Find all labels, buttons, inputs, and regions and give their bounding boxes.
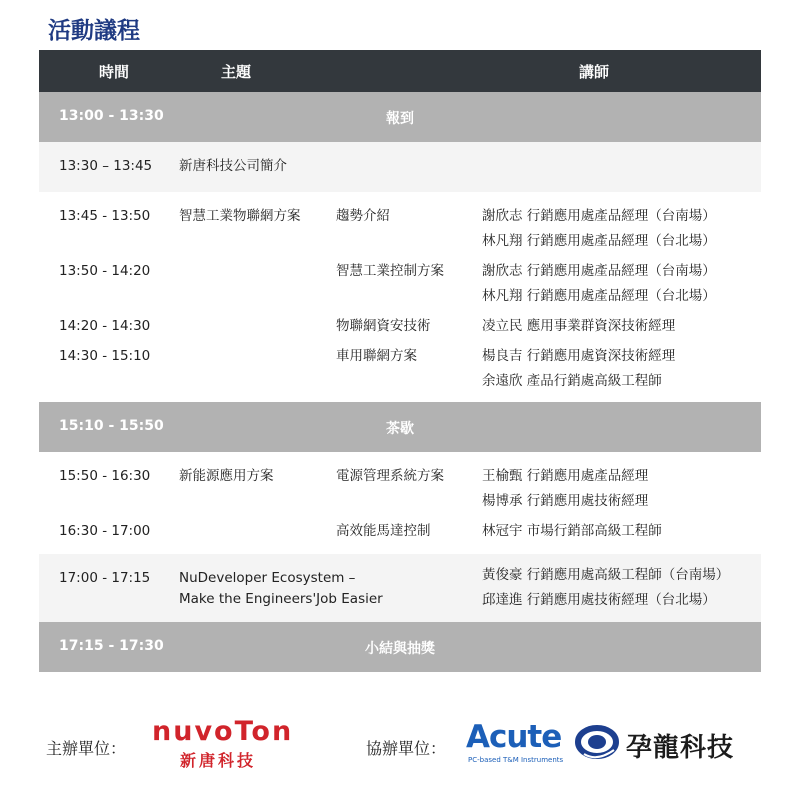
agenda-table xyxy=(39,50,761,672)
row-time: 14:20 - 14:30 xyxy=(59,318,151,334)
row-topic: Make the Engineers'Job Easier xyxy=(179,591,383,607)
nuvoton-chinese-name: 新唐科技 xyxy=(180,751,257,770)
row-time: 16:30 - 17:00 xyxy=(59,523,151,539)
co-organizer-label: 協辦單位： xyxy=(366,739,447,758)
row-time: 17:00 - 17:15 xyxy=(59,570,151,586)
row-topic: 新唐科技公司簡介 xyxy=(179,158,287,174)
row-speaker: 余遠欣 產品行銷處高級工程師 xyxy=(482,373,662,389)
row-subtopic: 高效能馬達控制 xyxy=(336,523,431,539)
row-speaker: 林凡翔 行銷應用處產品經理（台北場） xyxy=(482,288,716,304)
row-subtopic: 趨勢介紹 xyxy=(336,208,390,224)
header-time: 時間 xyxy=(99,63,130,81)
band-registration xyxy=(39,92,761,142)
row-speaker: 黃俊豪 行銷應用處高級工程師（台南場） xyxy=(482,567,730,583)
header-speaker: 講師 xyxy=(579,63,610,81)
row-time: 14:30 - 15:10 xyxy=(59,348,151,364)
row-time: 13:50 - 14:20 xyxy=(59,263,151,279)
yunlong-wordmark: 孕龍科技 xyxy=(626,733,735,763)
table-header xyxy=(39,50,761,92)
sponsor-footer xyxy=(0,700,800,800)
band-break xyxy=(39,402,761,452)
acute-wordmark: Acute xyxy=(466,719,562,755)
row-subtopic: 電源管理系統方案 xyxy=(336,468,444,484)
row-time: 13:45 - 13:50 xyxy=(59,208,151,224)
organizer-label: 主辦單位： xyxy=(46,739,127,758)
band-time: 13:00 - 13:30 xyxy=(59,108,164,124)
row-time: 15:50 - 16:30 xyxy=(59,468,151,484)
row-speaker: 王榆甄 行銷應用處產品經理 xyxy=(482,468,649,484)
row-speaker: 謝欣志 行銷應用處產品經理（台南場） xyxy=(482,208,716,224)
row-topic: 智慧工業物聯網方案 xyxy=(179,208,301,224)
acute-tagline: PC-based T&M Instruments xyxy=(468,756,564,764)
nuvoton-wordmark: nuvoTon xyxy=(152,716,294,747)
row-subtopic: 智慧工業控制方案 xyxy=(336,263,444,279)
row-speaker: 林凡翔 行銷應用處產品經理（台北場） xyxy=(482,233,716,249)
page-title: 活動議程 xyxy=(48,18,140,44)
band-time: 15:10 - 15:50 xyxy=(59,418,164,434)
table-row-intro xyxy=(39,142,761,192)
row-subtopic: 物聯網資安技術 xyxy=(336,318,431,334)
row-topic: 新能源應用方案 xyxy=(179,468,274,484)
row-speaker: 林冠宇 市場行銷部高級工程師 xyxy=(482,523,662,539)
row-speaker: 凌立民 應用事業群資深技術經理 xyxy=(482,318,676,334)
row-speaker: 謝欣志 行銷應用處產品經理（台南場） xyxy=(482,263,716,279)
table-row-ecosystem xyxy=(39,554,761,622)
band-closing xyxy=(39,622,761,672)
table-group-iot xyxy=(39,192,761,402)
row-time: 13:30 – 13:45 xyxy=(59,158,153,174)
row-topic: NuDeveloper Ecosystem – xyxy=(179,570,356,586)
band-title: 報到 xyxy=(386,111,414,127)
table-group-energy xyxy=(39,452,761,554)
row-speaker: 邱達進 行銷應用處技術經理（台北場） xyxy=(482,592,716,608)
yunlong-emblem-icon xyxy=(574,724,620,760)
band-title: 小結與抽獎 xyxy=(365,641,435,657)
row-speaker: 楊博承 行銷應用處技術經理 xyxy=(482,493,649,509)
row-subtopic: 車用聯網方案 xyxy=(336,348,417,364)
band-title: 茶歇 xyxy=(386,421,414,437)
header-topic: 主題 xyxy=(221,63,252,81)
row-speaker: 楊良吉 行銷應用處資深技術經理 xyxy=(482,348,676,364)
band-time: 17:15 - 17:30 xyxy=(59,638,164,654)
